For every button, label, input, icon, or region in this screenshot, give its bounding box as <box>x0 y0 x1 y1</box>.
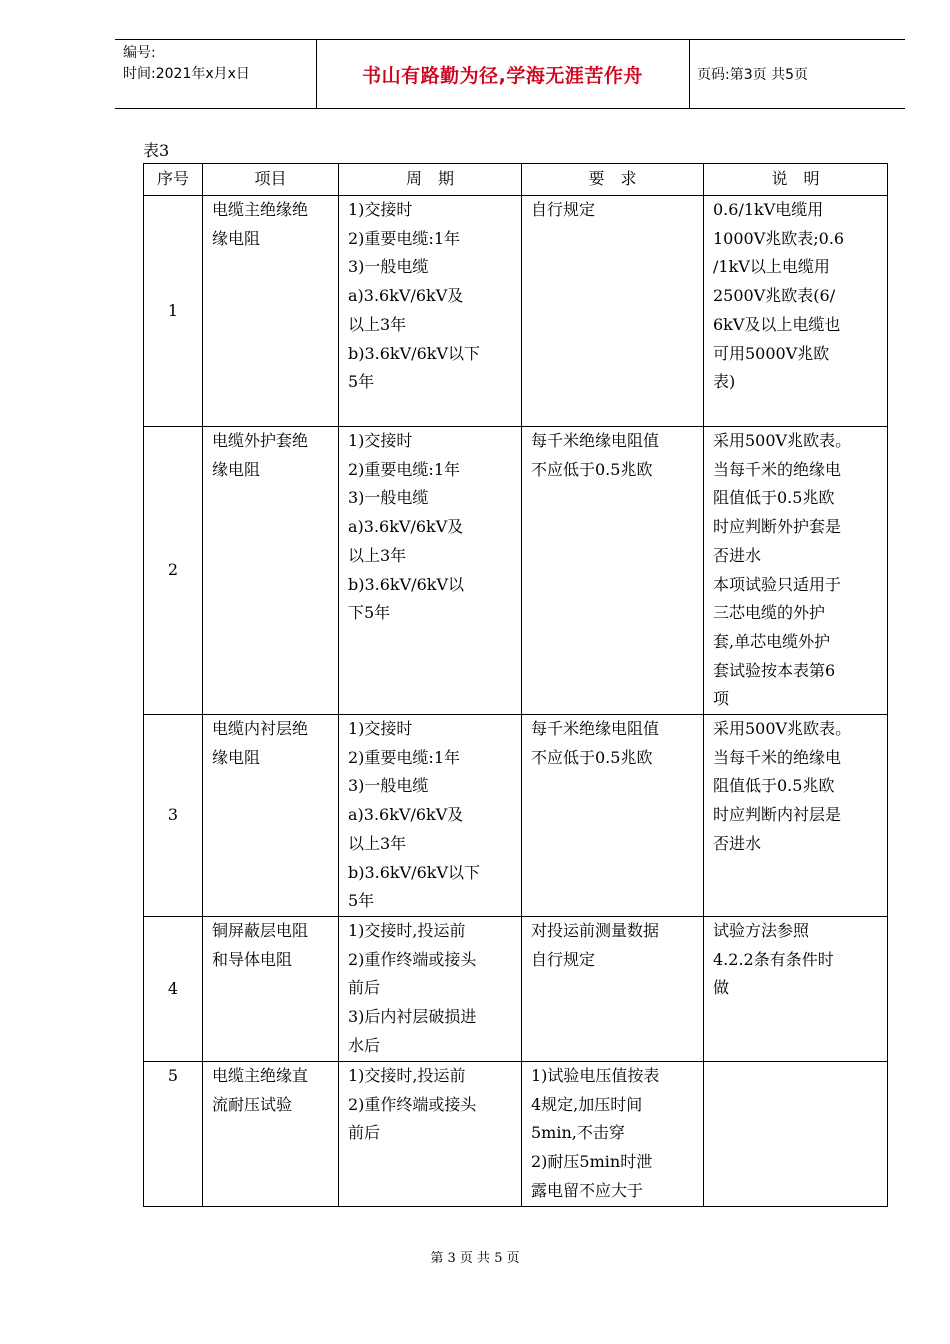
table-header-row <box>144 164 888 196</box>
cell-text-line: 1)交接时,投运前 <box>348 1066 466 1086</box>
cell-text-line: 电缆外护套绝 <box>212 431 309 450</box>
cell-text-line: 2)耐压5min时泄 <box>531 1152 653 1172</box>
cell-text-line: 套,单芯电缆外护 <box>713 631 831 651</box>
cell-text-line: 2)重作终端或接头 <box>348 1094 477 1114</box>
cell-text-line: 2)重作终端或接头 <box>348 949 477 969</box>
header-page-number: 页码:第3页 共5页 <box>697 67 808 83</box>
cell-text-line: 2)重要电缆:1年 <box>348 747 460 767</box>
cell-text-line: 自行规定 <box>531 200 596 219</box>
row-requirement-cell <box>522 1062 704 1207</box>
row-seq-cell: 2 <box>144 427 203 715</box>
cell-text-line: 前后 <box>348 1123 381 1143</box>
document-time-label: 时间:2021年x月x日 <box>123 66 250 82</box>
cell-text-line: a)3.6kV/6kV及 <box>348 286 464 306</box>
table-caption: 表3 <box>143 141 170 160</box>
cell-text-line: 5min,不击穿 <box>531 1123 625 1143</box>
cell-text-line: 三芯电缆的外护 <box>713 603 826 623</box>
row-seq-cell: 4 <box>144 917 203 1062</box>
cell-text-line: 采用500V兆欧表。 <box>713 719 852 739</box>
cell-text-line: 每千米绝缘电阻值 <box>531 431 660 450</box>
cell-text-line: 铜屏蔽层电阻 <box>212 921 309 941</box>
row-item-cell <box>203 715 339 917</box>
row-requirement-cell <box>522 715 704 917</box>
row-period-cell <box>339 196 522 427</box>
cell-text-line: 做 <box>713 978 730 998</box>
row-requirement-cell <box>522 196 704 427</box>
cell-text-line: 和导体电阻 <box>212 949 293 969</box>
row-seq-cell: 5 <box>144 1062 203 1207</box>
cell-text-line: 0.6/1kV电缆用 <box>713 200 824 219</box>
cell-text-line: 4规定,加压时间 <box>531 1094 643 1114</box>
row-item-cell <box>203 196 339 427</box>
cell-text-line: 缘电阻 <box>212 459 261 479</box>
document-code-label: 编号: <box>123 45 156 61</box>
cell-text-line: 1)交接时 <box>348 200 413 219</box>
cell-text-line: 1000V兆欧表;0.6 <box>713 228 845 248</box>
column-header-seq: 序号 <box>144 164 203 196</box>
cell-text-line: 5年 <box>348 372 375 392</box>
cell-text-line: 1)试验电压值按表 <box>531 1066 660 1086</box>
cell-text-line: 不应低于0.5兆欧 <box>531 459 653 479</box>
cell-text-line: 电缆主绝缘绝 <box>212 200 309 219</box>
row-item-cell <box>203 1062 339 1207</box>
row-note-cell <box>704 715 888 917</box>
header-meta <box>123 43 313 85</box>
row-note-cell <box>704 427 888 715</box>
cell-text-line: 前后 <box>348 978 381 998</box>
table-body <box>144 196 888 1207</box>
column-header-requirement: 要 求 <box>522 164 704 196</box>
cell-text-line: 1)交接时 <box>348 431 413 450</box>
cell-text-line: b)3.6kV/6kV以下 <box>348 343 481 363</box>
row-note-cell <box>704 196 888 427</box>
cell-text-line: 采用500V兆欧表。 <box>713 431 852 450</box>
header-motto: 书山有路勤为径,学海无涯苦作舟 <box>362 64 643 87</box>
cell-text-line: 下5年 <box>348 603 391 623</box>
column-header-item: 项目 <box>203 164 339 196</box>
cell-text-line: 2)重要电缆:1年 <box>348 459 460 479</box>
row-item-cell <box>203 917 339 1062</box>
cell-text-line: 对投运前测量数据 <box>531 921 660 941</box>
cell-text-line: /1kV以上电缆用 <box>713 257 830 277</box>
row-period-cell <box>339 1062 522 1207</box>
cell-text-line: 以上3年 <box>348 545 407 565</box>
cell-text-line: b)3.6kV/6kV以 <box>348 574 465 594</box>
cell-text-line: 当每千米的绝缘电 <box>713 459 842 479</box>
test-spec-table <box>143 163 888 1207</box>
cell-text-line: 流耐压试验 <box>212 1094 293 1114</box>
cell-text-line: 表) <box>713 372 736 392</box>
cell-text-line: 否进水 <box>713 833 762 853</box>
cell-text-line: 本项试验只适用于 <box>713 574 842 594</box>
cell-text-line: 阻值低于0.5兆欧 <box>713 776 835 796</box>
column-header-note: 说 明 <box>704 164 888 196</box>
row-seq-cell: 1 <box>144 196 203 427</box>
cell-text-line: 2500V兆欧表(6/ <box>713 286 836 306</box>
cell-text-line: 项 <box>713 689 730 709</box>
cell-text-line: 套试验按本表第6 <box>713 660 836 680</box>
cell-text-line: 露电留不应大于 <box>531 1180 644 1200</box>
cell-text-line: 电缆内衬层绝 <box>212 719 309 739</box>
cell-text-line: 不应低于0.5兆欧 <box>531 747 653 767</box>
cell-text-line: 当每千米的绝缘电 <box>713 747 842 767</box>
cell-text-line: 每千米绝缘电阻值 <box>531 719 660 739</box>
cell-text-line: 3)一般电缆 <box>348 488 429 508</box>
cell-text-line: 自行规定 <box>531 949 596 969</box>
row-note-cell <box>704 1062 888 1207</box>
cell-text-line: 以上3年 <box>348 833 407 853</box>
row-period-cell <box>339 715 522 917</box>
cell-text-line: 缘电阻 <box>212 747 261 767</box>
row-item-cell <box>203 427 339 715</box>
table-row <box>144 715 888 917</box>
cell-text-line: 时应判断内衬层是 <box>713 805 842 825</box>
cell-text-line: 5年 <box>348 891 375 911</box>
cell-text-line: 以上3年 <box>348 314 407 334</box>
row-period-cell <box>339 917 522 1062</box>
cell-text-line: 水后 <box>348 1035 381 1055</box>
table-row <box>144 1062 888 1207</box>
cell-text-line: 可用5000V兆欧 <box>713 343 830 363</box>
cell-text-line: 阻值低于0.5兆欧 <box>713 488 835 508</box>
row-seq-cell: 3 <box>144 715 203 917</box>
cell-text-line: a)3.6kV/6kV及 <box>348 517 464 537</box>
row-note-cell <box>704 917 888 1062</box>
cell-text-line: 电缆主绝缘直 <box>212 1066 309 1086</box>
cell-text-line: 2)重要电缆:1年 <box>348 228 460 248</box>
cell-text-line: 缘电阻 <box>212 228 261 248</box>
cell-text-line: 3)一般电缆 <box>348 257 429 277</box>
row-period-cell <box>339 427 522 715</box>
cell-text-line: 试验方法参照 <box>713 921 810 941</box>
cell-text-line: 3)后内衬层破损进 <box>348 1007 477 1027</box>
cell-text-line: 1)交接时 <box>348 719 413 739</box>
cell-text-line: 时应判断外护套是 <box>713 517 842 537</box>
table-row <box>144 427 888 715</box>
cell-text-line: 1)交接时,投运前 <box>348 921 466 941</box>
column-header-period: 周 期 <box>339 164 522 196</box>
page-header <box>115 39 905 109</box>
cell-text-line: b)3.6kV/6kV以下 <box>348 862 481 882</box>
table-row <box>144 917 888 1062</box>
cell-text-line: 否进水 <box>713 545 762 565</box>
header-divider <box>689 40 690 108</box>
cell-text-line: 6kV及以上电缆也 <box>713 314 841 334</box>
row-requirement-cell <box>522 427 704 715</box>
cell-text-line: 3)一般电缆 <box>348 776 429 796</box>
cell-text-line: 4.2.2条有条件时 <box>713 949 834 969</box>
table-row <box>144 196 888 427</box>
page-footer: 第 3 页 共 5 页 <box>430 1251 520 1266</box>
cell-text-line: a)3.6kV/6kV及 <box>348 805 464 825</box>
row-requirement-cell <box>522 917 704 1062</box>
